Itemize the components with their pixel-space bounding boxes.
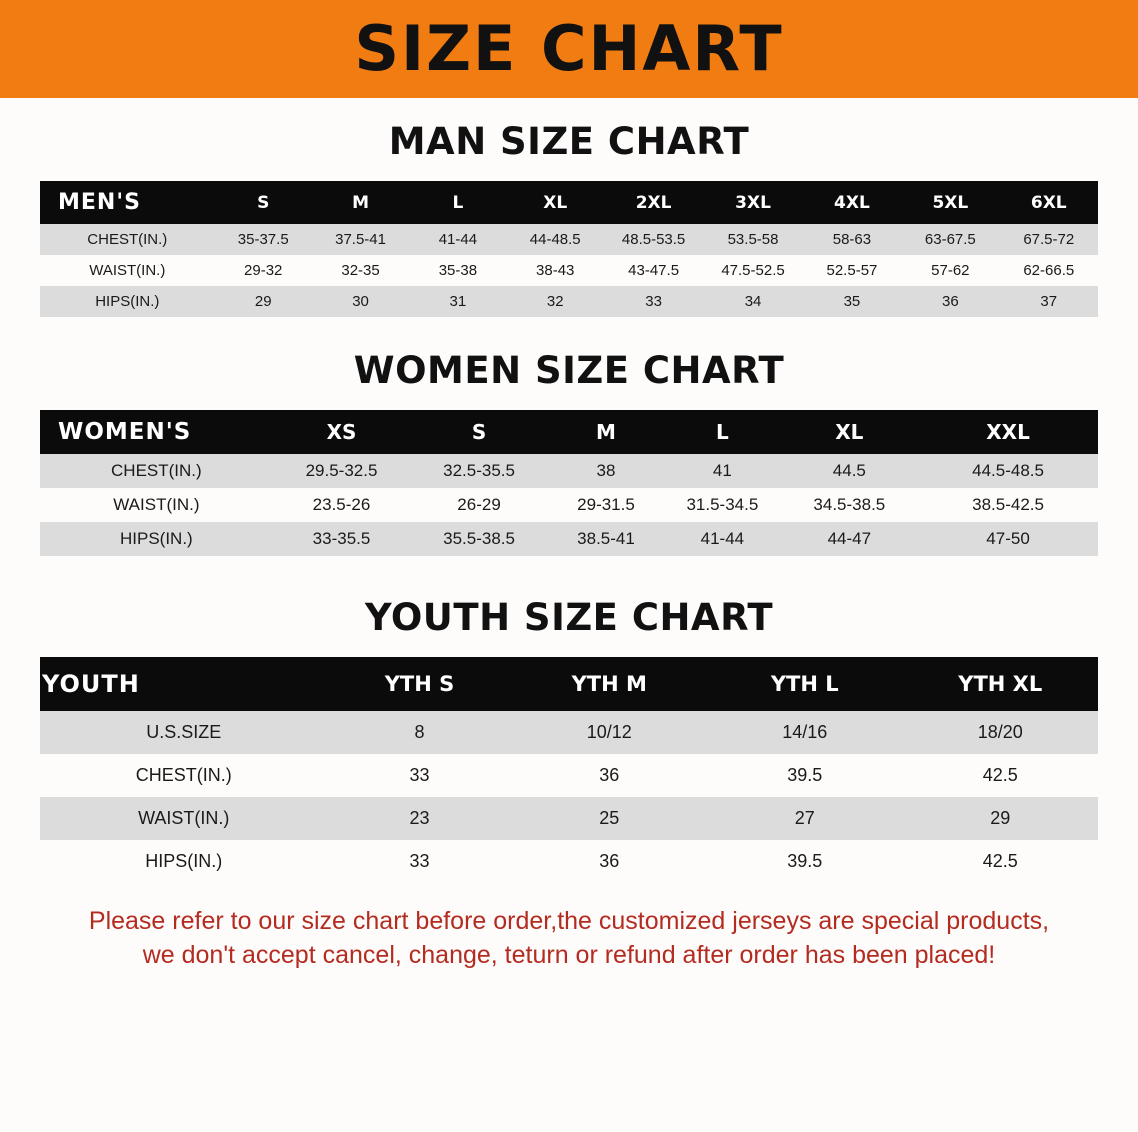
col-header-yth-l: YTH L	[707, 657, 903, 711]
cell: 41-44	[409, 224, 506, 255]
cell: 67.5-72	[1000, 224, 1098, 255]
row-label-waist: WAIST(IN.)	[40, 488, 273, 522]
col-header-l: L	[409, 181, 506, 224]
col-header-womens: WOMEN'S	[40, 410, 273, 454]
table-row	[40, 255, 1098, 286]
cell: 32-35	[312, 255, 409, 286]
cell: 44.5-48.5	[918, 454, 1098, 488]
table-row	[40, 797, 1098, 840]
cell: 10/12	[511, 711, 707, 754]
col-header-xs: XS	[273, 410, 411, 454]
cell: 36	[901, 286, 999, 317]
col-header-l: L	[664, 410, 780, 454]
note-line-1: Please refer to our size chart before order,the customized jerseys are special products,	[88, 907, 1050, 935]
cell: 47.5-52.5	[703, 255, 802, 286]
cell: 23.5-26	[273, 488, 411, 522]
youth-section-heading: YOUTH SIZE CHART	[364, 596, 774, 639]
col-header-6xl: 6XL	[1000, 181, 1098, 224]
women-section-heading: WOMEN SIZE CHART	[353, 349, 785, 392]
table-header-row	[40, 181, 1098, 224]
table-row	[40, 754, 1098, 797]
cell: 39.5	[707, 840, 903, 883]
row-label-us-size: U.S.SIZE	[40, 711, 328, 754]
cell: 23	[328, 797, 512, 840]
cell: 35	[803, 286, 901, 317]
cell: 33	[328, 754, 512, 797]
cell: 29-31.5	[548, 488, 664, 522]
cell: 44-48.5	[507, 224, 604, 255]
table-header-row	[40, 410, 1098, 454]
cell: 42.5	[902, 840, 1098, 883]
table-row	[40, 522, 1098, 556]
col-header-yth-s: YTH S	[328, 657, 512, 711]
col-header-3xl: 3XL	[703, 181, 802, 224]
row-label-hips: HIPS(IN.)	[40, 840, 328, 883]
cell: 33	[328, 840, 512, 883]
table-row	[40, 840, 1098, 883]
row-label-chest: CHEST(IN.)	[40, 224, 215, 255]
col-header-m: M	[548, 410, 664, 454]
cell: 44.5	[781, 454, 919, 488]
cell: 31.5-34.5	[664, 488, 780, 522]
row-label-chest: CHEST(IN.)	[40, 754, 328, 797]
col-header-s: S	[215, 181, 312, 224]
cell: 34	[703, 286, 802, 317]
table-row	[40, 454, 1098, 488]
cell: 53.5-58	[703, 224, 802, 255]
table-header-row	[40, 657, 1098, 711]
col-header-xl: XL	[781, 410, 919, 454]
cell: 41-44	[664, 522, 780, 556]
cell: 48.5-53.5	[604, 224, 703, 255]
cell: 52.5-57	[803, 255, 901, 286]
cell: 31	[409, 286, 506, 317]
cell: 8	[328, 711, 512, 754]
disclaimer-note	[40, 905, 1098, 973]
page-title: SIZE CHART	[354, 12, 784, 85]
cell: 27	[707, 797, 903, 840]
cell: 32	[507, 286, 604, 317]
col-header-yth-m: YTH M	[511, 657, 707, 711]
cell: 57-62	[901, 255, 999, 286]
row-label-waist: WAIST(IN.)	[40, 255, 215, 286]
women-size-table	[40, 410, 1098, 556]
table-row	[40, 224, 1098, 255]
cell: 26-29	[410, 488, 548, 522]
cell: 37.5-41	[312, 224, 409, 255]
col-header-xl: XL	[507, 181, 604, 224]
cell: 38.5-42.5	[918, 488, 1098, 522]
cell: 43-47.5	[604, 255, 703, 286]
banner	[0, 0, 1138, 98]
cell: 32.5-35.5	[410, 454, 548, 488]
row-label-hips: HIPS(IN.)	[40, 522, 273, 556]
cell: 38.5-41	[548, 522, 664, 556]
man-table-wrapper	[40, 181, 1098, 317]
cell: 35.5-38.5	[410, 522, 548, 556]
cell: 41	[664, 454, 780, 488]
col-header-youth: YOUTH	[40, 657, 328, 711]
man-size-table	[40, 181, 1098, 317]
col-header-mens: MEN'S	[40, 181, 215, 224]
cell: 36	[511, 840, 707, 883]
note-line-2: we don't accept cancel, change, teturn or refund after order has been placed!	[142, 940, 996, 969]
row-label-hips: HIPS(IN.)	[40, 286, 215, 317]
cell: 14/16	[707, 711, 903, 754]
cell: 44-47	[781, 522, 919, 556]
cell: 58-63	[803, 224, 901, 255]
man-section-heading: MAN SIZE CHART	[388, 120, 750, 163]
cell: 35-37.5	[215, 224, 312, 255]
cell: 39.5	[707, 754, 903, 797]
cell: 42.5	[902, 754, 1098, 797]
col-header-s: S	[410, 410, 548, 454]
cell: 36	[511, 754, 707, 797]
col-header-4xl: 4XL	[803, 181, 901, 224]
cell: 62-66.5	[1000, 255, 1098, 286]
cell: 38-43	[507, 255, 604, 286]
cell: 29	[215, 286, 312, 317]
cell: 25	[511, 797, 707, 840]
cell: 29	[902, 797, 1098, 840]
col-header-yth-xl: YTH XL	[902, 657, 1098, 711]
cell: 18/20	[902, 711, 1098, 754]
col-header-m: M	[312, 181, 409, 224]
col-header-5xl: 5XL	[901, 181, 999, 224]
table-row	[40, 286, 1098, 317]
cell: 47-50	[918, 522, 1098, 556]
row-label-waist: WAIST(IN.)	[40, 797, 328, 840]
youth-size-table	[40, 657, 1098, 883]
cell: 33	[604, 286, 703, 317]
col-header-xxl: XXL	[918, 410, 1098, 454]
cell: 35-38	[409, 255, 506, 286]
table-row	[40, 488, 1098, 522]
cell: 63-67.5	[901, 224, 999, 255]
cell: 37	[1000, 286, 1098, 317]
cell: 29-32	[215, 255, 312, 286]
row-label-chest: CHEST(IN.)	[40, 454, 273, 488]
youth-table-wrapper	[40, 657, 1098, 883]
cell: 29.5-32.5	[273, 454, 411, 488]
cell: 30	[312, 286, 409, 317]
col-header-2xl: 2XL	[604, 181, 703, 224]
table-row	[40, 711, 1098, 754]
cell: 38	[548, 454, 664, 488]
women-table-wrapper	[40, 410, 1098, 556]
cell: 34.5-38.5	[781, 488, 919, 522]
cell: 33-35.5	[273, 522, 411, 556]
